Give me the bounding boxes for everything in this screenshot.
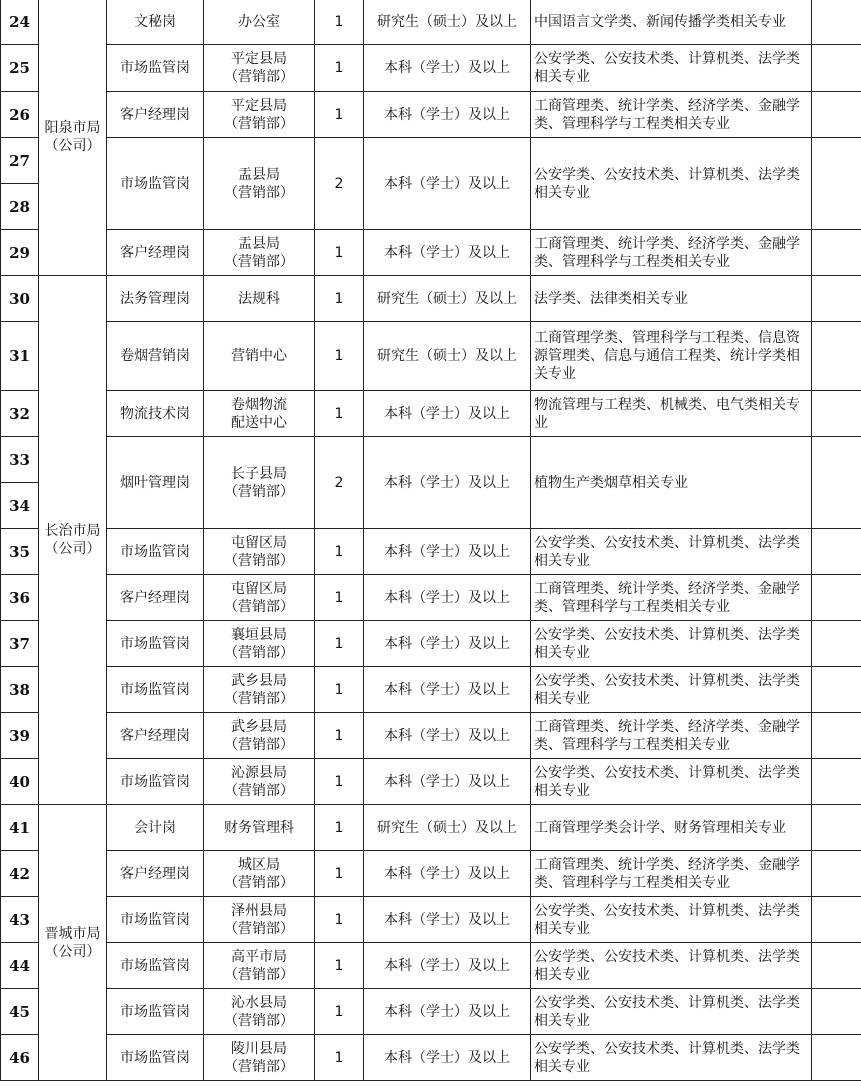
dept-cell: 陵川县局 （营销部） [204,1035,315,1081]
position-cell: 文秘岗 [107,0,204,45]
position-cell: 市场监管岗 [107,621,204,667]
edu-cell: 本科（学士）及以上 [364,391,531,437]
unit-name: 长治市局 （公司） [44,523,101,557]
edu-cell: 本科（学士）及以上 [364,989,531,1035]
dept-cell: 盂县局 （营销部） [204,138,315,230]
table-row [1,575,861,621]
table-row [1,805,861,851]
row-number: 36 [1,575,39,621]
edu-cell: 本科（学士）及以上 [364,621,531,667]
row-number: 43 [1,897,39,943]
position-cell: 客户经理岗 [107,851,204,897]
position-cell: 市场监管岗 [107,1035,204,1081]
dept-cell: 泽州县局 （营销部） [204,897,315,943]
row-number: 41 [1,805,39,851]
row-number: 26 [1,92,39,138]
edu-cell: 本科（学士）及以上 [364,437,531,529]
count-cell: 1 [315,92,364,138]
table-row [1,391,861,437]
position-cell: 烟叶管理岗 [107,437,204,529]
edu-cell: 本科（学士）及以上 [364,575,531,621]
dept-cell: 平定县局 （营销部） [204,45,315,92]
dept-cell: 沁源县局 （营销部） [204,759,315,805]
position-cell: 市场监管岗 [107,529,204,575]
row-number: 42 [1,851,39,897]
count-cell: 1 [315,276,364,322]
table-row [1,437,861,483]
note-cell [812,667,861,713]
note-cell [812,437,861,529]
edu-cell: 本科（学士）及以上 [364,943,531,989]
dept-cell: 平定县局 （营销部） [204,92,315,138]
table-row [1,322,861,391]
count-cell: 1 [315,230,364,276]
table-row [1,276,861,322]
major-cell: 工商管理类、统计学类、经济学类、金融学类、管理科学与工程类相关专业 [531,851,812,897]
position-cell: 客户经理岗 [107,575,204,621]
edu-cell: 本科（学士）及以上 [364,45,531,92]
note-cell [812,138,861,230]
major-cell: 公安学类、公安技术类、计算机类、法学类相关专业 [531,897,812,943]
note-cell [812,943,861,989]
dept-cell: 襄垣县局 （营销部） [204,621,315,667]
major-cell: 公安学类、公安技术类、计算机类、法学类相关专业 [531,667,812,713]
table-row [1,897,861,943]
count-cell: 1 [315,575,364,621]
count-cell: 1 [315,391,364,437]
major-cell: 物流管理与工程类、机械类、电气类相关专业 [531,391,812,437]
table-row [1,943,861,989]
note-cell [812,989,861,1035]
count-cell: 1 [315,897,364,943]
edu-cell: 本科（学士）及以上 [364,1035,531,1081]
major-cell: 公安学类、公安技术类、计算机类、法学类相关专业 [531,621,812,667]
note-cell [812,575,861,621]
edu-cell: 本科（学士）及以上 [364,897,531,943]
dept-cell: 办公室 [204,0,315,45]
major-cell: 公安学类、公安技术类、计算机类、法学类相关专业 [531,759,812,805]
note-cell [812,759,861,805]
table-row [1,230,861,276]
position-cell: 市场监管岗 [107,943,204,989]
table-row [1,529,861,575]
major-cell: 工商管理类、统计学类、经济学类、金融学类、管理科学与工程类相关专业 [531,92,812,138]
count-cell: 1 [315,45,364,92]
row-number: 27 [1,138,39,184]
unit-cell [39,805,107,1081]
count-cell: 1 [315,1035,364,1081]
major-cell: 公安学类、公安技术类、计算机类、法学类相关专业 [531,989,812,1035]
note-cell [812,276,861,322]
table-row [1,138,861,184]
major-cell: 公安学类、公安技术类、计算机类、法学类相关专业 [531,1035,812,1081]
table-row [1,45,861,92]
dept-cell: 财务管理科 [204,805,315,851]
row-number: 38 [1,667,39,713]
edu-cell: 本科（学士）及以上 [364,713,531,759]
count-cell: 1 [315,621,364,667]
dept-cell: 屯留区局 （营销部） [204,575,315,621]
row-number: 28 [1,184,39,230]
major-cell: 中国语言文学类、新闻传播学类相关专业 [531,0,812,45]
major-cell: 工商管理类、统计学类、经济学类、金融学类、管理科学与工程类相关专业 [531,575,812,621]
row-number: 37 [1,621,39,667]
position-cell: 市场监管岗 [107,667,204,713]
dept-cell: 沁水县局 （营销部） [204,989,315,1035]
dept-cell: 屯留区局 （营销部） [204,529,315,575]
dept-cell: 营销中心 [204,322,315,391]
note-cell [812,529,861,575]
table-row [1,667,861,713]
major-cell: 公安学类、公安技术类、计算机类、法学类相关专业 [531,138,812,230]
major-cell: 公安学类、公安技术类、计算机类、法学类相关专业 [531,529,812,575]
row-number: 39 [1,713,39,759]
count-cell: 1 [315,851,364,897]
row-number: 44 [1,943,39,989]
position-cell: 客户经理岗 [107,713,204,759]
note-cell [812,805,861,851]
edu-cell: 研究生（硕士）及以上 [364,0,531,45]
row-number: 24 [1,0,39,45]
row-number: 33 [1,437,39,483]
dept-cell: 卷烟物流 配送中心 [204,391,315,437]
note-cell [812,1035,861,1081]
count-cell: 1 [315,713,364,759]
row-number: 29 [1,230,39,276]
count-cell: 1 [315,667,364,713]
edu-cell: 研究生（硕士）及以上 [364,276,531,322]
dept-cell: 盂县局 （营销部） [204,230,315,276]
note-cell [812,92,861,138]
unit-name: 阳泉市局 （公司） [44,120,101,154]
dept-cell: 长子县局 （营销部） [204,437,315,529]
note-cell [812,0,861,45]
count-cell: 2 [315,437,364,529]
dept-cell: 武乡县局 （营销部） [204,667,315,713]
row-number: 34 [1,483,39,529]
count-cell: 1 [315,759,364,805]
dept-cell: 法规科 [204,276,315,322]
major-cell: 法学类、法律类相关专业 [531,276,812,322]
table-row [1,621,861,667]
row-number: 32 [1,391,39,437]
table-row [1,1035,861,1081]
edu-cell: 本科（学士）及以上 [364,667,531,713]
position-cell: 市场监管岗 [107,138,204,230]
note-cell [812,391,861,437]
edu-cell: 本科（学士）及以上 [364,92,531,138]
edu-cell: 本科（学士）及以上 [364,138,531,230]
position-cell: 会计岗 [107,805,204,851]
row-number: 45 [1,989,39,1035]
note-cell [812,45,861,92]
note-cell [812,230,861,276]
edu-cell: 研究生（硕士）及以上 [364,322,531,391]
row-number: 40 [1,759,39,805]
unit-name: 晋城市局 （公司） [44,925,101,960]
edu-cell: 本科（学士）及以上 [364,851,531,897]
table-row [1,0,861,45]
count-cell: 1 [315,943,364,989]
table-row [1,92,861,138]
note-cell [812,713,861,759]
major-cell: 植物生产类烟草相关专业 [531,437,812,529]
count-cell: 1 [315,989,364,1035]
unit-cell [39,0,107,276]
major-cell: 公安学类、公安技术类、计算机类、法学类相关专业 [531,943,812,989]
table-row [1,851,861,897]
major-cell: 公安学类、公安技术类、计算机类、法学类相关专业 [531,45,812,92]
note-cell [812,851,861,897]
unit-cell [39,276,107,805]
table-row [1,713,861,759]
position-cell: 市场监管岗 [107,759,204,805]
dept-cell: 城区局 （营销部） [204,851,315,897]
position-cell: 客户经理岗 [107,230,204,276]
edu-cell: 研究生（硕士）及以上 [364,805,531,851]
major-cell: 工商管理类、统计学类、经济学类、金融学类、管理科学与工程类相关专业 [531,713,812,759]
note-cell [812,897,861,943]
table-row [1,989,861,1035]
major-cell: 工商管理学类、管理科学与工程类、信息资源管理类、信息与通信工程类、统计学类相关专业 [531,322,812,391]
dept-cell: 武乡县局 （营销部） [204,713,315,759]
major-cell: 工商管理类、统计学类、经济学类、金融学类、管理科学与工程类相关专业 [531,230,812,276]
row-number: 35 [1,529,39,575]
count-cell: 1 [315,0,364,45]
count-cell: 1 [315,805,364,851]
edu-cell: 本科（学士）及以上 [364,230,531,276]
row-number: 30 [1,276,39,322]
major-cell: 工商管理学类会计学、财务管理相关专业 [531,805,812,851]
note-cell [812,322,861,391]
position-cell: 法务管理岗 [107,276,204,322]
edu-cell: 本科（学士）及以上 [364,759,531,805]
position-cell: 市场监管岗 [107,45,204,92]
position-cell: 卷烟营销岗 [107,322,204,391]
position-cell: 市场监管岗 [107,989,204,1035]
count-cell: 1 [315,529,364,575]
count-cell: 1 [315,322,364,391]
row-number: 31 [1,322,39,391]
row-number: 25 [1,45,39,92]
count-cell: 2 [315,138,364,230]
position-cell: 市场监管岗 [107,897,204,943]
note-cell [812,621,861,667]
edu-cell: 本科（学士）及以上 [364,529,531,575]
position-cell: 客户经理岗 [107,92,204,138]
position-cell: 物流技术岗 [107,391,204,437]
table-row [1,759,861,805]
dept-cell: 高平市局 （营销部） [204,943,315,989]
row-number: 46 [1,1035,39,1081]
